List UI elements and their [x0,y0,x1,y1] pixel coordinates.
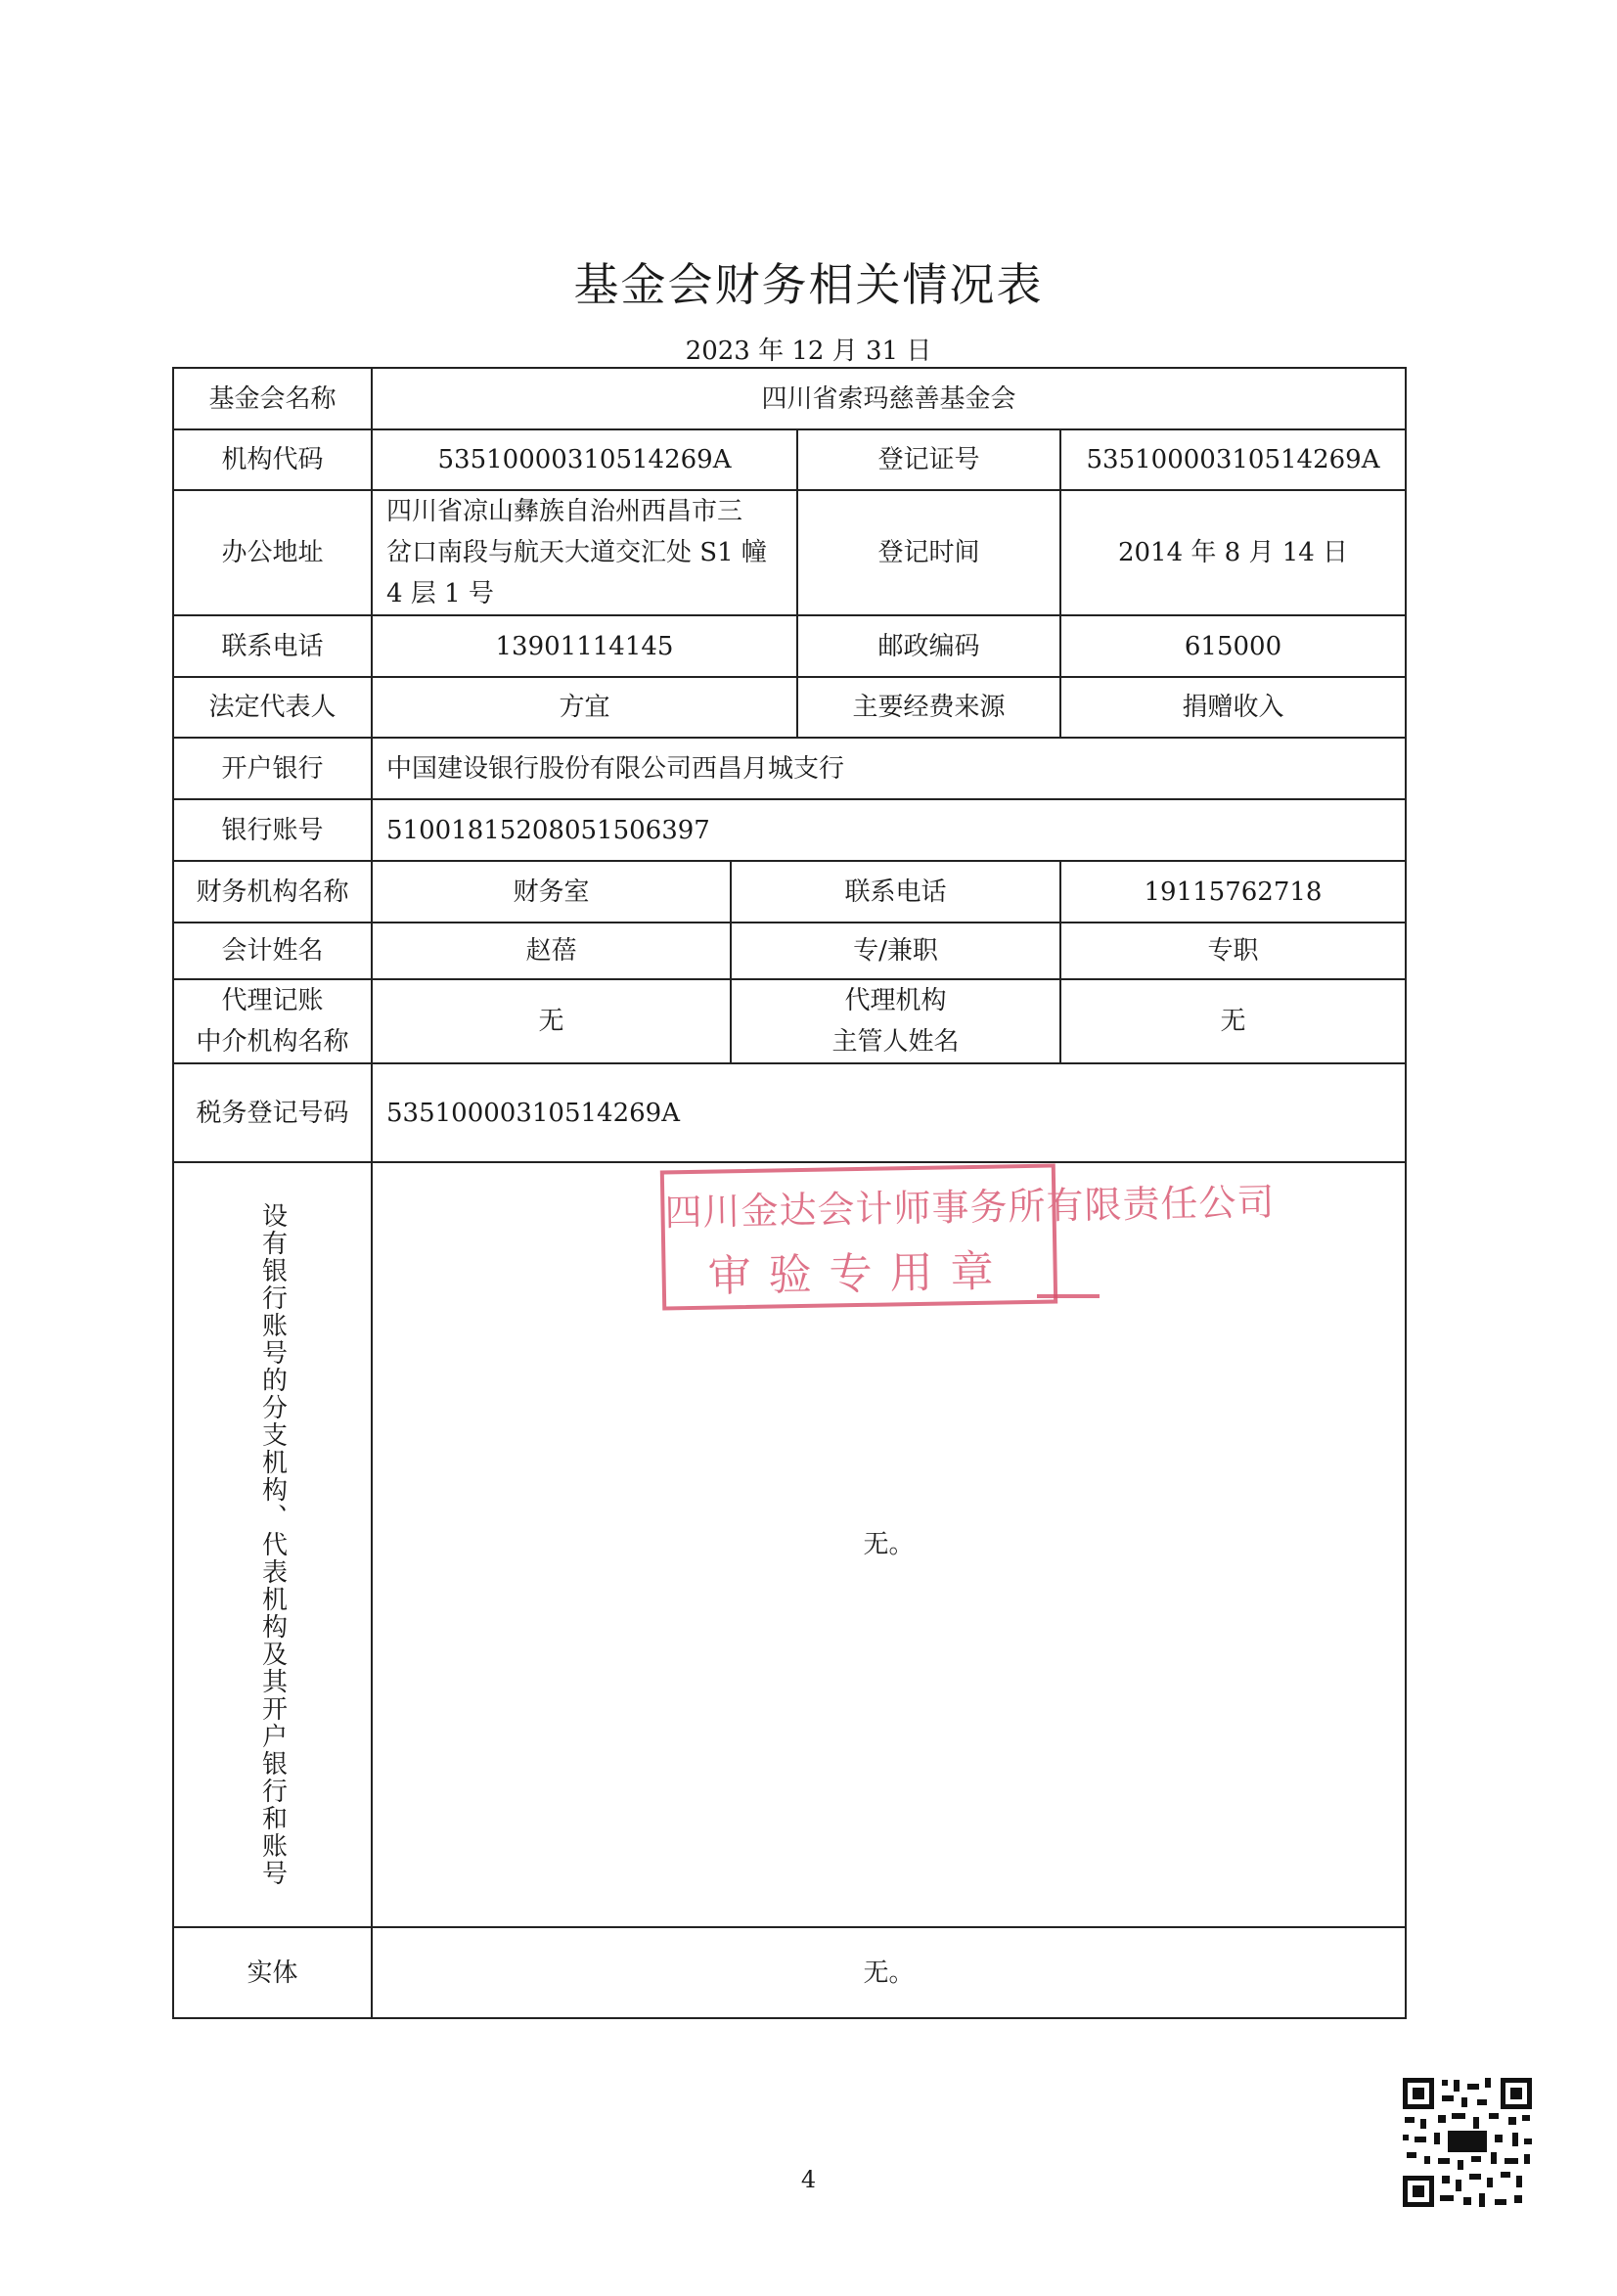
qr-code-graphic [1399,2074,1536,2211]
value-name: 四川省索玛慈善基金会 [372,368,1406,429]
value-org-code: 53510000310514269A [372,429,797,490]
value-tax: 53510000310514269A [372,1063,1406,1162]
row-entity [173,1927,1406,2018]
label-finance-phone: 联系电话 [731,861,1060,923]
value-accountant: 赵蓓 [372,923,731,979]
row-tax [173,1063,1406,1162]
address-line-2: 岔口南段与航天大道交汇处 S1 幢 [386,538,767,567]
audit-stamp [660,1163,1276,1310]
label-branches [173,1162,372,1927]
label-bank: 开户银行 [173,738,372,799]
value-entity: 无。 [372,1927,1406,2018]
page-title: 基金会财务相关情况表 [573,258,1044,311]
label-agent [173,979,372,1063]
value-finance-dept: 财务室 [372,861,731,923]
label-legal-rep: 法定代表人 [173,677,372,738]
row-agent [173,979,1406,1063]
label-agent-line-1: 代理记账 [221,986,324,1015]
label-org-code: 机构代码 [173,429,372,490]
value-account: 51001815208051506397 [372,799,1406,861]
value-branches: 无。 [372,1162,1406,1927]
value-agent: 无 [372,979,731,1063]
label-entity: 实体 [173,1927,372,2018]
label-agent-manager-line-2: 主管人姓名 [831,1027,960,1057]
row-name [173,368,1406,429]
row-finance-dept [173,861,1406,923]
row-legal-rep [173,677,1406,738]
value-agent-manager: 无 [1060,979,1406,1063]
label-accountant: 会计姓名 [173,923,372,979]
stamp-line-1: 四川金达会计师事务所有限责任公司 [664,1180,1276,1235]
page-number: 4 [800,2166,817,2193]
label-phone: 联系电话 [173,615,372,677]
row-bank [173,738,1406,799]
value-employment-type: 专职 [1060,923,1406,979]
label-agent-line-2: 中介机构名称 [196,1027,349,1057]
label-agent-manager [731,979,1060,1063]
value-funding-source: 捐赠收入 [1060,677,1406,738]
label-employment-type: 专/兼职 [731,923,1060,979]
label-finance-dept: 财务机构名称 [173,861,372,923]
address-line-3: 4 层 1 号 [386,579,494,608]
label-account: 银行账号 [173,799,372,861]
label-tax: 税务登记号码 [173,1063,372,1162]
value-bank: 中国建设银行股份有限公司西昌月城支行 [372,738,1406,799]
stamp-line-2: 审验专用章 [707,1246,1012,1302]
value-finance-phone: 19115762718 [1060,861,1406,923]
label-agent-manager-line-1: 代理机构 [844,986,947,1015]
report-date: 2023 年 12 月 31 日 [685,337,932,366]
value-legal-rep: 方宜 [372,677,797,738]
label-registration-no: 登记证号 [797,429,1060,490]
stamp-mark [1037,1294,1100,1298]
row-phone [173,615,1406,677]
label-postcode: 邮政编码 [797,615,1060,677]
row-address [173,490,1406,615]
label-funding-source: 主要经费来源 [797,677,1060,738]
value-phone: 13901114145 [372,615,797,677]
row-org-code [173,429,1406,490]
label-registration-date: 登记时间 [797,490,1060,615]
label-name: 基金会名称 [173,368,372,429]
address-line-1: 四川省凉山彝族自治州西昌市三 [386,497,743,526]
row-account [173,799,1406,861]
row-accountant [173,923,1406,979]
value-registration-no: 53510000310514269A [1060,429,1406,490]
value-registration-date: 2014 年 8 月 14 日 [1060,490,1406,615]
label-address: 办公地址 [173,490,372,615]
qr-code-icon [1399,2074,1536,2211]
value-address [372,490,797,615]
value-postcode: 615000 [1060,615,1406,677]
label-branches-text: 设有银行账号的分支机构、代表机构及其开户银行和账号 [257,1202,288,1887]
